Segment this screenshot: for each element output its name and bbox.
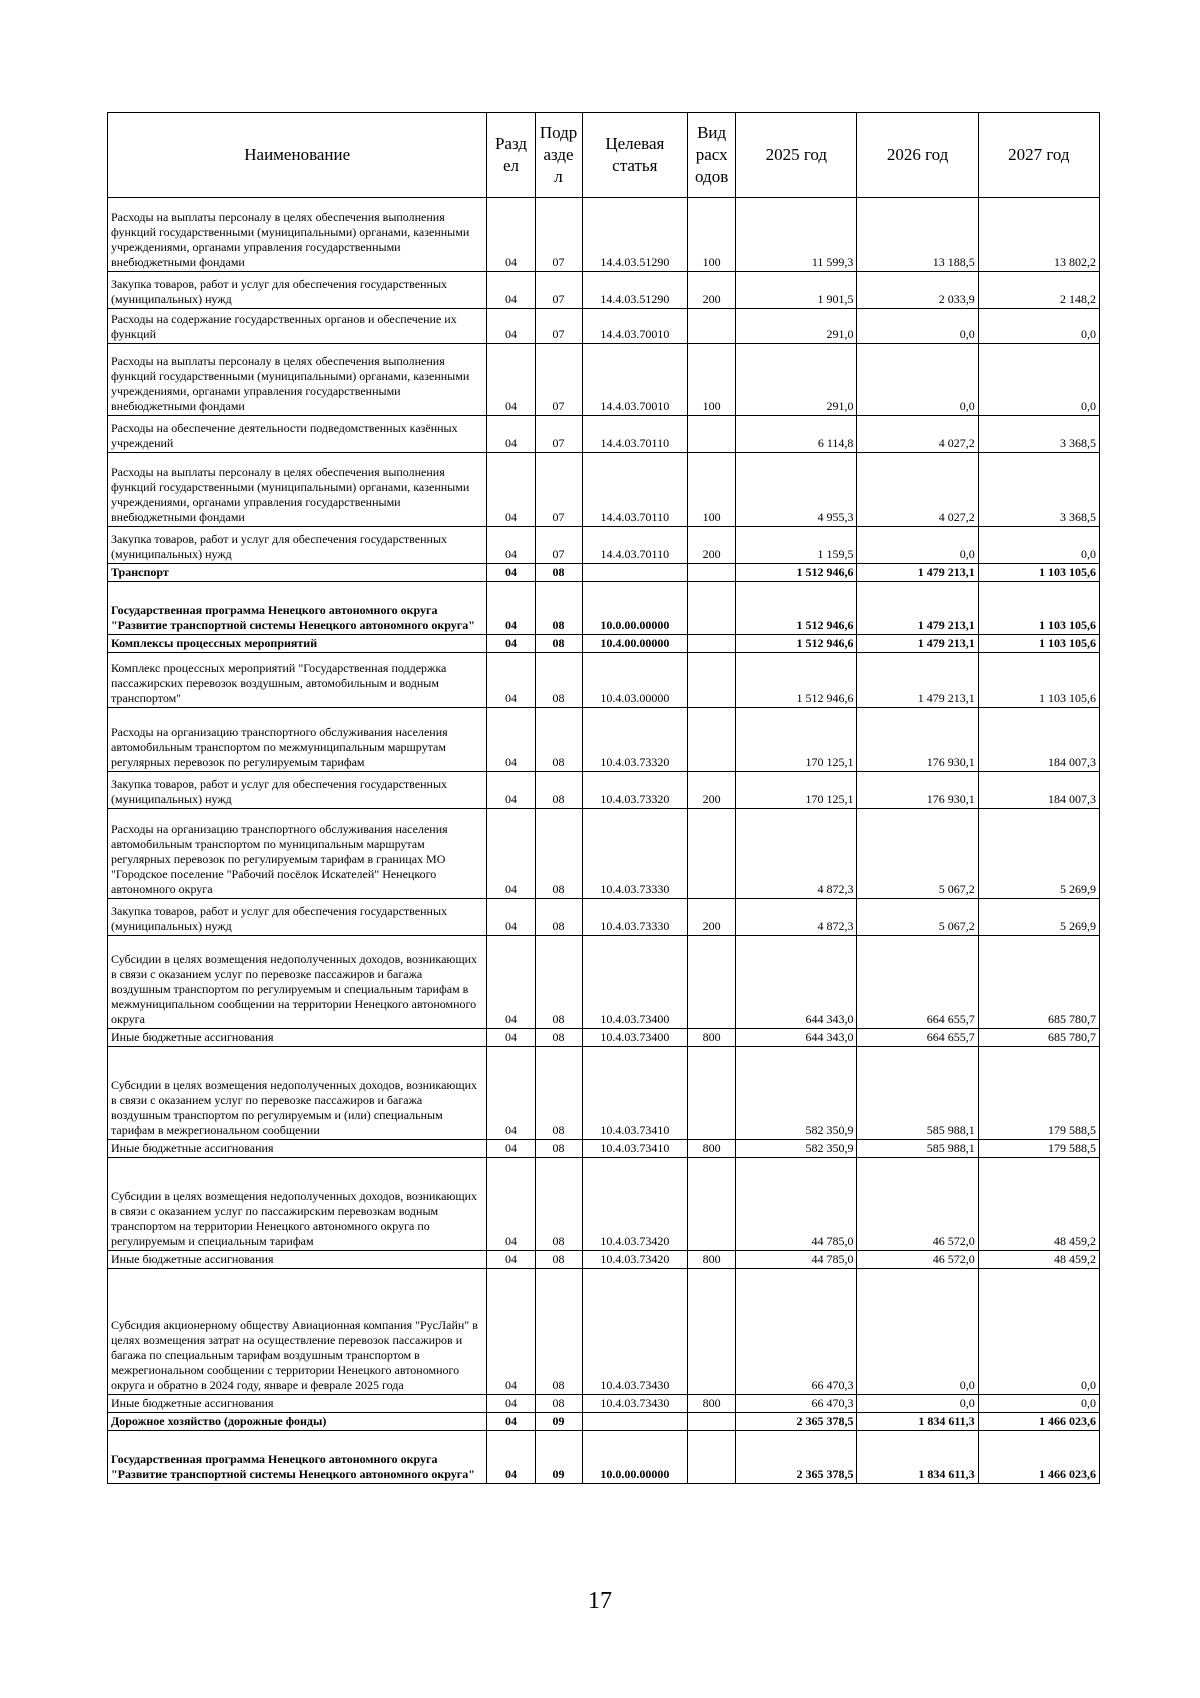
row-value-2026: 585 988,1 (857, 1047, 978, 1140)
table-row (108, 772, 1100, 809)
row-value-2026: 664 655,7 (857, 936, 978, 1029)
header-expense-type: Вид расх одов (688, 113, 736, 198)
row-value-2025: 1 901,5 (736, 272, 857, 309)
row-value-2027: 1 466 023,6 (978, 1413, 1099, 1431)
row-name: Комплексы процессных мероприятий (108, 635, 487, 653)
table-row (108, 1029, 1100, 1047)
row-expense-type (688, 309, 736, 344)
row-subsection: 08 (535, 582, 582, 635)
row-name: Субсидии в целях возмещения недополученных доходов, возникающих в связи с оказанием услуг по пассажирским перевозкам водным транспортом на территории Ненецкого автономного округа по регулируемым и специальным тарифам (108, 1158, 487, 1251)
row-subsection: 08 (535, 1158, 582, 1251)
table-row (108, 1251, 1100, 1269)
row-subsection: 07 (535, 344, 582, 416)
row-target: 10.4.03.73430 (582, 1395, 688, 1413)
row-value-2025: 44 785,0 (736, 1158, 857, 1251)
row-name: Субсидия акционерному обществу Авиационная компания "РусЛайн" в целях возмещения затрат на осуществление перевозок пассажиров и багажа по специальным тарифам воздушным транспортом в межрегиональном сообщении с территории Ненецкого автономного округа и обратно в 2024 году, январе и феврале 2025 года (108, 1269, 487, 1395)
row-value-2026: 0,0 (857, 1269, 978, 1395)
row-expense-type: 100 (688, 453, 736, 527)
row-subsection: 09 (535, 1431, 582, 1484)
row-value-2026: 13 188,5 (857, 198, 978, 272)
row-subsection: 08 (535, 1029, 582, 1047)
row-section: 04 (487, 582, 535, 635)
table-row (108, 1140, 1100, 1158)
row-section: 04 (487, 1251, 535, 1269)
row-section: 04 (487, 1269, 535, 1395)
row-value-2026: 0,0 (857, 344, 978, 416)
row-value-2026: 1 479 213,1 (857, 635, 978, 653)
table-row (108, 198, 1100, 272)
page-number: 17 (588, 1588, 612, 1614)
header-subsection: Подр азде л (535, 113, 582, 198)
row-value-2026: 1 479 213,1 (857, 564, 978, 582)
row-expense-type (688, 1431, 736, 1484)
row-target: 10.4.03.73330 (582, 809, 688, 899)
row-target: 10.0.00.00000 (582, 582, 688, 635)
row-value-2025: 291,0 (736, 344, 857, 416)
row-target: 10.4.03.73320 (582, 708, 688, 772)
row-subsection: 07 (535, 198, 582, 272)
table-row (108, 416, 1100, 453)
row-target: 14.4.03.70110 (582, 527, 688, 564)
row-value-2025: 644 343,0 (736, 1029, 857, 1047)
row-expense-type (688, 564, 736, 582)
row-value-2027: 2 148,2 (978, 272, 1099, 309)
row-target (582, 564, 688, 582)
row-section: 04 (487, 1029, 535, 1047)
table-row (108, 453, 1100, 527)
row-section: 04 (487, 198, 535, 272)
row-value-2026: 1 834 611,3 (857, 1413, 978, 1431)
row-name: Расходы на организацию транспортного обслуживания населения автомобильным транспортом по муниципальным маршрутам регулярных перевозок по регулируемым тарифам в границах МО "Городское поселение "Рабочий посёлок Искателей" Ненецкого автономного округа (108, 809, 487, 899)
row-name: Субсидии в целях возмещения недополученных доходов, возникающих в связи с оказанием услуг по перевозке пассажиров и багажа воздушным транспортом по регулируемым и (или) специальным тарифам в межрегиональном сообщении (108, 1047, 487, 1140)
table-row (108, 1047, 1100, 1140)
row-subsection: 08 (535, 809, 582, 899)
row-value-2025: 1 512 946,6 (736, 564, 857, 582)
table-row (108, 1413, 1100, 1431)
row-value-2026: 5 067,2 (857, 899, 978, 936)
row-value-2026: 0,0 (857, 527, 978, 564)
header-2027: 2027 год (978, 113, 1099, 198)
row-value-2025: 66 470,3 (736, 1269, 857, 1395)
row-target: 10.0.00.00000 (582, 1431, 688, 1484)
row-value-2025: 6 114,8 (736, 416, 857, 453)
table-body (108, 198, 1100, 1484)
row-name: Закупка товаров, работ и услуг для обеспечения государственных (муниципальных) нужд (108, 527, 487, 564)
row-section: 04 (487, 1158, 535, 1251)
row-value-2027: 179 588,5 (978, 1140, 1099, 1158)
row-value-2026: 0,0 (857, 309, 978, 344)
row-subsection: 07 (535, 527, 582, 564)
row-target: 14.4.03.70010 (582, 344, 688, 416)
row-name: Дорожное хозяйство (дорожные фонды) (108, 1413, 487, 1431)
row-value-2025: 4 872,3 (736, 809, 857, 899)
row-value-2025: 11 599,3 (736, 198, 857, 272)
row-name: Иные бюджетные ассигнования (108, 1395, 487, 1413)
row-value-2026: 1 834 611,3 (857, 1431, 978, 1484)
table-row (108, 344, 1100, 416)
row-name: Иные бюджетные ассигнования (108, 1029, 487, 1047)
row-section: 04 (487, 936, 535, 1029)
row-section: 04 (487, 635, 535, 653)
row-section: 04 (487, 708, 535, 772)
row-expense-type: 800 (688, 1251, 736, 1269)
row-section: 04 (487, 272, 535, 309)
row-subsection: 08 (535, 1269, 582, 1395)
row-value-2026: 664 655,7 (857, 1029, 978, 1047)
row-value-2027: 1 103 105,6 (978, 635, 1099, 653)
row-subsection: 07 (535, 272, 582, 309)
row-name: Расходы на выплаты персоналу в целях обеспечения выполнения функций государственными (муниципальными) органами, казенными учреждениями, органами управления государственными внебюджетными фондами (108, 198, 487, 272)
row-name: Государственная программа Ненецкого автономного округа "Развитие транспортной системы Ненецкого автономного округа" (108, 582, 487, 635)
row-name: Расходы на выплаты персоналу в целях обеспечения выполнения функций государственными (муниципальными) органами, казенными учреждениями, органами управления государственными внебюджетными фондами (108, 344, 487, 416)
row-value-2025: 170 125,1 (736, 772, 857, 809)
row-section: 04 (487, 809, 535, 899)
row-subsection: 09 (535, 1413, 582, 1431)
row-subsection: 08 (535, 1140, 582, 1158)
table-row (108, 1269, 1100, 1395)
row-name: Закупка товаров, работ и услуг для обеспечения государственных (муниципальных) нужд (108, 772, 487, 809)
row-expense-type: 100 (688, 344, 736, 416)
row-subsection: 08 (535, 564, 582, 582)
header-row (108, 113, 1100, 198)
row-expense-type: 200 (688, 272, 736, 309)
row-value-2026: 46 572,0 (857, 1158, 978, 1251)
row-value-2027: 0,0 (978, 344, 1099, 416)
row-expense-type: 800 (688, 1140, 736, 1158)
row-name: Закупка товаров, работ и услуг для обеспечения государственных (муниципальных) нужд (108, 272, 487, 309)
row-value-2025: 4 955,3 (736, 453, 857, 527)
row-section: 04 (487, 564, 535, 582)
row-expense-type: 200 (688, 899, 736, 936)
row-value-2027: 13 802,2 (978, 198, 1099, 272)
row-value-2027: 1 103 105,6 (978, 564, 1099, 582)
row-subsection: 08 (535, 635, 582, 653)
row-name: Расходы на организацию транспортного обслуживания населения автомобильным транспортом по межмуниципальным маршрутам регулярных перевозок по регулируемым тарифам (108, 708, 487, 772)
row-section: 04 (487, 1431, 535, 1484)
header-name: Наименование (108, 113, 487, 198)
row-value-2025: 291,0 (736, 309, 857, 344)
row-expense-type (688, 635, 736, 653)
row-value-2025: 170 125,1 (736, 708, 857, 772)
row-subsection: 08 (535, 772, 582, 809)
row-section: 04 (487, 1413, 535, 1431)
row-value-2027: 48 459,2 (978, 1251, 1099, 1269)
row-value-2027: 48 459,2 (978, 1158, 1099, 1251)
row-expense-type (688, 1269, 736, 1395)
table-row (108, 708, 1100, 772)
row-expense-type (688, 1158, 736, 1251)
row-value-2027: 1 466 023,6 (978, 1431, 1099, 1484)
header-section: Разд ел (487, 113, 535, 198)
row-name: Расходы на содержание государственных органов и обеспечение их функций (108, 309, 487, 344)
row-target: 10.4.03.00000 (582, 653, 688, 708)
row-target (582, 1413, 688, 1431)
table-row (108, 899, 1100, 936)
row-expense-type (688, 1047, 736, 1140)
row-section: 04 (487, 453, 535, 527)
table-row (108, 582, 1100, 635)
row-value-2027: 685 780,7 (978, 1029, 1099, 1047)
row-value-2026: 176 930,1 (857, 772, 978, 809)
row-expense-type (688, 936, 736, 1029)
row-expense-type (688, 582, 736, 635)
row-name: Комплекс процессных мероприятий "Государственная поддержка пассажирских перевозок воздушным, автомобильным и водным транспортом" (108, 653, 487, 708)
row-target: 14.4.03.51290 (582, 198, 688, 272)
row-value-2027: 0,0 (978, 527, 1099, 564)
row-value-2025: 1 512 946,6 (736, 582, 857, 635)
header-2026: 2026 год (857, 113, 978, 198)
row-expense-type (688, 653, 736, 708)
row-section: 04 (487, 309, 535, 344)
row-value-2026: 0,0 (857, 1395, 978, 1413)
row-target: 10.4.03.73320 (582, 772, 688, 809)
row-target: 10.4.00.00000 (582, 635, 688, 653)
row-value-2025: 1 512 946,6 (736, 653, 857, 708)
row-section: 04 (487, 1140, 535, 1158)
row-section: 04 (487, 899, 535, 936)
row-expense-type: 800 (688, 1029, 736, 1047)
row-target: 10.4.03.73400 (582, 936, 688, 1029)
table-row (108, 1395, 1100, 1413)
row-value-2025: 582 350,9 (736, 1047, 857, 1140)
row-subsection: 08 (535, 899, 582, 936)
row-value-2027: 5 269,9 (978, 899, 1099, 936)
row-value-2027: 184 007,3 (978, 708, 1099, 772)
row-name: Иные бюджетные ассигнования (108, 1251, 487, 1269)
row-name: Иные бюджетные ассигнования (108, 1140, 487, 1158)
table-row (108, 809, 1100, 899)
row-value-2027: 0,0 (978, 1395, 1099, 1413)
row-subsection: 08 (535, 1047, 582, 1140)
row-section: 04 (487, 1395, 535, 1413)
table-row (108, 635, 1100, 653)
row-subsection: 08 (535, 936, 582, 1029)
row-value-2026: 46 572,0 (857, 1251, 978, 1269)
row-value-2025: 66 470,3 (736, 1395, 857, 1413)
row-name: Расходы на выплаты персоналу в целях обеспечения выполнения функций государственными (муниципальными) органами, казенными учреждениями, органами управления государственными внебюджетными фондами (108, 453, 487, 527)
row-name: Субсидии в целях возмещения недополученных доходов, возникающих в связи с оказанием услуг по перевозке пассажиров и багажа воздушным транспортом по регулируемым и специальным тарифам в межмуниципальном сообщении на территории Ненецкого автономного округа (108, 936, 487, 1029)
row-subsection: 08 (535, 1395, 582, 1413)
table-row (108, 1431, 1100, 1484)
row-subsection: 07 (535, 309, 582, 344)
table-row (108, 272, 1100, 309)
row-target: 14.4.03.51290 (582, 272, 688, 309)
row-target: 14.4.03.70010 (582, 309, 688, 344)
row-value-2025: 582 350,9 (736, 1140, 857, 1158)
budget-table (107, 112, 1100, 1484)
row-value-2026: 176 930,1 (857, 708, 978, 772)
row-value-2027: 184 007,3 (978, 772, 1099, 809)
row-name: Расходы на обеспечение деятельности подведомственных казённых учреждений (108, 416, 487, 453)
row-expense-type: 100 (688, 198, 736, 272)
table-row (108, 653, 1100, 708)
row-value-2026: 4 027,2 (857, 416, 978, 453)
row-expense-type (688, 416, 736, 453)
row-subsection: 07 (535, 453, 582, 527)
row-value-2027: 179 588,5 (978, 1047, 1099, 1140)
table-row (108, 527, 1100, 564)
header-2025: 2025 год (736, 113, 857, 198)
row-subsection: 08 (535, 708, 582, 772)
row-value-2025: 2 365 378,5 (736, 1431, 857, 1484)
header-target: Целевая статья (582, 113, 688, 198)
row-value-2025: 4 872,3 (736, 899, 857, 936)
row-value-2025: 1 159,5 (736, 527, 857, 564)
row-value-2027: 1 103 105,6 (978, 653, 1099, 708)
row-target: 10.4.03.73330 (582, 899, 688, 936)
row-target: 14.4.03.70110 (582, 416, 688, 453)
row-target: 10.4.03.73410 (582, 1140, 688, 1158)
row-subsection: 08 (535, 653, 582, 708)
row-expense-type: 800 (688, 1395, 736, 1413)
table-row (108, 564, 1100, 582)
row-name: Транспорт (108, 564, 487, 582)
row-value-2026: 1 479 213,1 (857, 582, 978, 635)
row-subsection: 08 (535, 1251, 582, 1269)
row-value-2025: 2 365 378,5 (736, 1413, 857, 1431)
row-name: Государственная программа Ненецкого автономного округа "Развитие транспортной системы Ненецкого автономного округа" (108, 1431, 487, 1484)
row-expense-type: 200 (688, 527, 736, 564)
row-value-2027: 3 368,5 (978, 453, 1099, 527)
row-name: Закупка товаров, работ и услуг для обеспечения государственных (муниципальных) нужд (108, 899, 487, 936)
row-value-2025: 644 343,0 (736, 936, 857, 1029)
row-expense-type (688, 708, 736, 772)
table-row (108, 1158, 1100, 1251)
row-target: 10.4.03.73420 (582, 1158, 688, 1251)
row-value-2027: 3 368,5 (978, 416, 1099, 453)
row-section: 04 (487, 527, 535, 564)
row-value-2026: 5 067,2 (857, 809, 978, 899)
row-value-2027: 685 780,7 (978, 936, 1099, 1029)
row-section: 04 (487, 653, 535, 708)
row-target: 10.4.03.73410 (582, 1047, 688, 1140)
row-value-2027: 0,0 (978, 309, 1099, 344)
row-section: 04 (487, 1047, 535, 1140)
row-subsection: 07 (535, 416, 582, 453)
row-target: 10.4.03.73420 (582, 1251, 688, 1269)
table-row (108, 309, 1100, 344)
row-target: 10.4.03.73430 (582, 1269, 688, 1395)
row-expense-type (688, 809, 736, 899)
row-value-2027: 5 269,9 (978, 809, 1099, 899)
row-expense-type: 200 (688, 772, 736, 809)
table-row (108, 936, 1100, 1029)
row-value-2027: 1 103 105,6 (978, 582, 1099, 635)
row-value-2027: 0,0 (978, 1269, 1099, 1395)
row-value-2026: 1 479 213,1 (857, 653, 978, 708)
row-value-2025: 44 785,0 (736, 1251, 857, 1269)
row-value-2026: 4 027,2 (857, 453, 978, 527)
row-section: 04 (487, 772, 535, 809)
row-expense-type (688, 1413, 736, 1431)
row-section: 04 (487, 344, 535, 416)
row-value-2026: 585 988,1 (857, 1140, 978, 1158)
row-value-2025: 1 512 946,6 (736, 635, 857, 653)
row-target: 14.4.03.70110 (582, 453, 688, 527)
row-target: 10.4.03.73400 (582, 1029, 688, 1047)
row-section: 04 (487, 416, 535, 453)
row-value-2026: 2 033,9 (857, 272, 978, 309)
